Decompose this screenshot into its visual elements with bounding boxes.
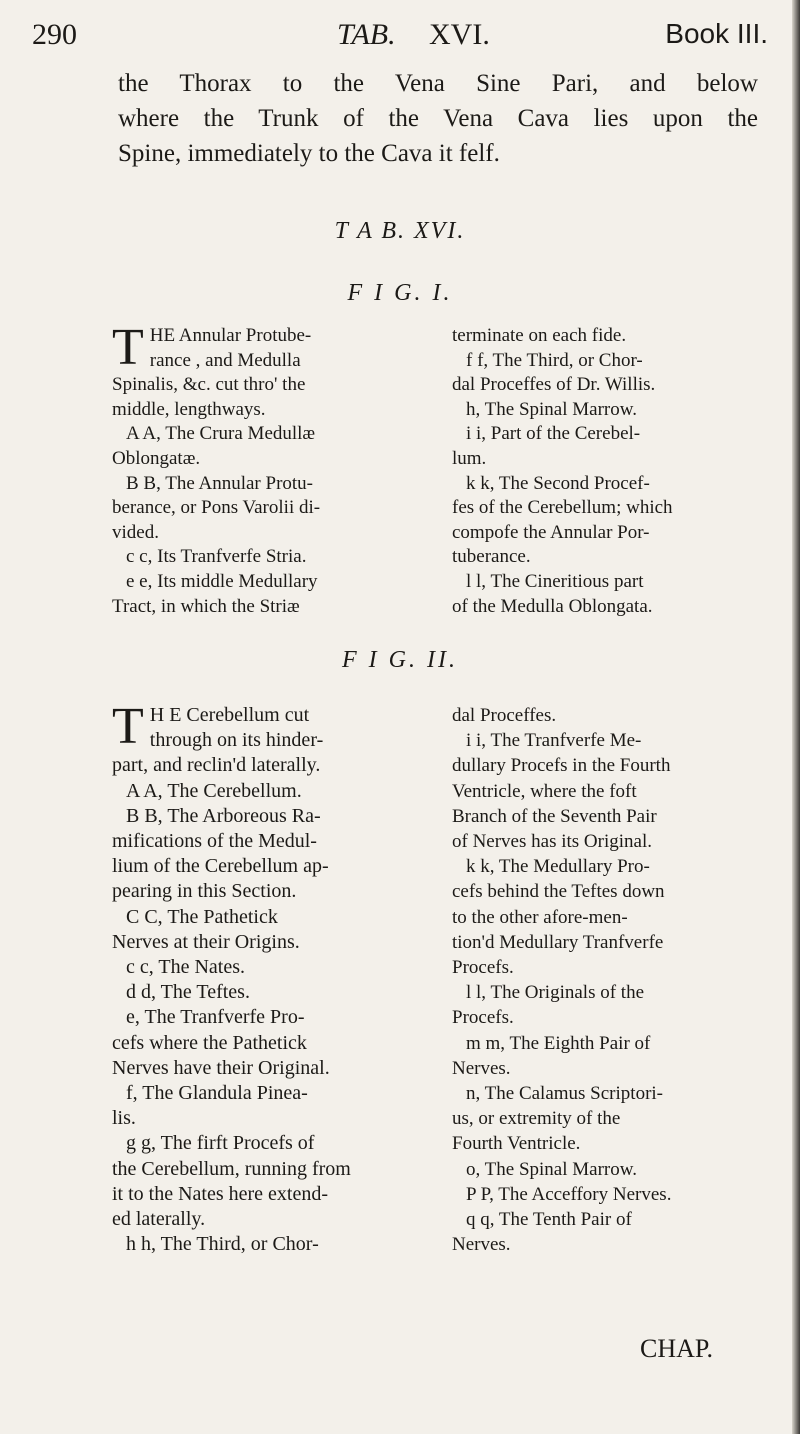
text-line: Procefs. [452, 957, 514, 979]
header-tab: TAB. [337, 18, 396, 51]
text-line: dal Proceffes. [452, 705, 557, 726]
text-line: lum. [452, 447, 487, 469]
text-line: A A, The Crura Medullæ [126, 423, 316, 445]
text-line: P P, The Acceffory Nerves. [466, 1183, 672, 1205]
plate-title: T A B. XVI. [334, 218, 466, 244]
text-line: c c, The Nates. [126, 956, 246, 979]
text-line: H E Cerebellum cut [149, 704, 310, 726]
fig1-title: F I G. I. [347, 280, 453, 306]
fig2-left-column [112, 698, 442, 1257]
text-line: Branch of the Seventh Pair [452, 805, 657, 827]
text-line: e, The Tranfverfe Pro- [126, 1006, 305, 1029]
text-line: middle, lengthways. [112, 398, 266, 420]
text-line: h h, The Third, or Chor- [126, 1233, 319, 1256]
intro-line: where the Trunk of the Vena Cava lies upon the [118, 105, 758, 132]
text-line: c c, Its Tranfverfe Stria. [126, 546, 307, 568]
text-line: it to the Nates here extend- [112, 1182, 329, 1205]
fig1-right-column [452, 324, 762, 619]
text-line: n, The Calamus Scriptori- [466, 1083, 664, 1105]
text-line: of the Medulla Oblongata. [452, 595, 653, 617]
text-line: B B, The Arboreous Ra- [126, 804, 321, 827]
text-line: of Nerves has its Original. [452, 831, 652, 853]
text-line: m m, The Eighth Pair of [466, 1032, 651, 1054]
header-tab-number: XVI. [429, 18, 490, 51]
text-line: to the other afore-men- [452, 906, 628, 928]
catchword: CHAP. [640, 1334, 713, 1363]
text-line: Tract, in which the Striæ [112, 595, 300, 617]
text-line: i i, The Tranfverfe Me- [466, 730, 642, 752]
intro-line: Spine, immediately to the Cava it felf. [118, 140, 500, 167]
text-line: e e, Its middle Medullary [126, 570, 318, 592]
text-line: mifications of the Medul- [112, 830, 317, 853]
text-line: q q, The Tenth Pair of [466, 1209, 632, 1231]
fig1-dropcap: T [112, 319, 144, 376]
text-line: vided. [112, 521, 159, 543]
text-line: berance, or Pons Varolii di- [112, 497, 321, 519]
fig2-right-column [452, 703, 782, 1257]
text-line: Fourth Ventricle. [452, 1133, 581, 1155]
text-line: l l, The Cineritious part [466, 570, 644, 592]
text-line: g g, The firft Procefs of [126, 1132, 315, 1155]
text-line: tion'd Medullary Tranfverfe [452, 931, 664, 953]
text-line: Nerves at their Origins. [112, 930, 300, 953]
fig2-dropcap: T [112, 698, 144, 755]
text-line: Oblongatæ. [112, 447, 201, 469]
text-line: terminate on each fide. [452, 325, 627, 346]
text-line: through on its hinder- [149, 729, 324, 752]
fig2-title: F I G. II. [342, 647, 458, 673]
intro-line: the Thorax to the Vena Sine Pari, and below [118, 70, 758, 97]
text-line: the Cerebellum, running from [112, 1157, 351, 1180]
text-line: rance , and Medulla [149, 349, 301, 371]
page-number: 290 [32, 18, 77, 51]
text-line: lis. [112, 1107, 136, 1130]
text-line: k k, The Medullary Pro- [466, 856, 650, 878]
text-line: f, The Glandula Pinea- [126, 1082, 308, 1105]
text-line: fes of the Cerebellum; which [452, 497, 673, 519]
header-book: Book III. [665, 18, 768, 49]
text-line: i i, Part of the Cerebel- [466, 423, 641, 445]
text-line: C C, The Pathetick [126, 905, 278, 928]
text-line: HE Annular Protube- [149, 325, 312, 346]
text-line: d d, The Teftes. [126, 981, 250, 1004]
text-line: k k, The Second Procef- [466, 472, 650, 494]
text-line: Nerves. [452, 1057, 511, 1079]
text-line: f f, The Third, or Chor- [466, 349, 643, 371]
intro-paragraph [118, 66, 758, 171]
text-line: cefs behind the Teftes down [452, 881, 665, 903]
text-line: dal Proceffes of Dr. Willis. [452, 374, 656, 396]
text-line: A A, The Cerebellum. [126, 779, 302, 802]
text-line: cefs where the Pathetick [112, 1031, 307, 1054]
text-line: Spinalis, &c. cut thro' the [112, 374, 306, 396]
text-line: us, or extremity of the [452, 1108, 621, 1130]
page-edge-shadow [792, 0, 800, 1434]
text-line: pearing in this Section. [112, 880, 297, 903]
text-line: l l, The Originals of the [466, 982, 645, 1004]
text-line: lium of the Cerebellum ap- [112, 855, 329, 878]
text-line: Ventricle, where the foft [452, 780, 637, 802]
text-line: Procefs. [452, 1007, 514, 1029]
text-line: o, The Spinal Marrow. [466, 1158, 637, 1180]
text-line: h, The Spinal Marrow. [466, 398, 637, 420]
text-line: compofe the Annular Por- [452, 521, 650, 543]
text-line: Nerves. [452, 1234, 511, 1256]
text-line: Nerves have their Original. [112, 1056, 330, 1079]
text-line: tuberance. [452, 546, 531, 568]
text-line: ed laterally. [112, 1208, 206, 1231]
text-line: dullary Procefs in the Fourth [452, 755, 671, 777]
text-line: part, and reclin'd laterally. [112, 754, 321, 777]
text-line: B B, The Annular Protu- [126, 472, 314, 494]
fig1-left-column [112, 319, 422, 619]
running-header [32, 18, 768, 58]
